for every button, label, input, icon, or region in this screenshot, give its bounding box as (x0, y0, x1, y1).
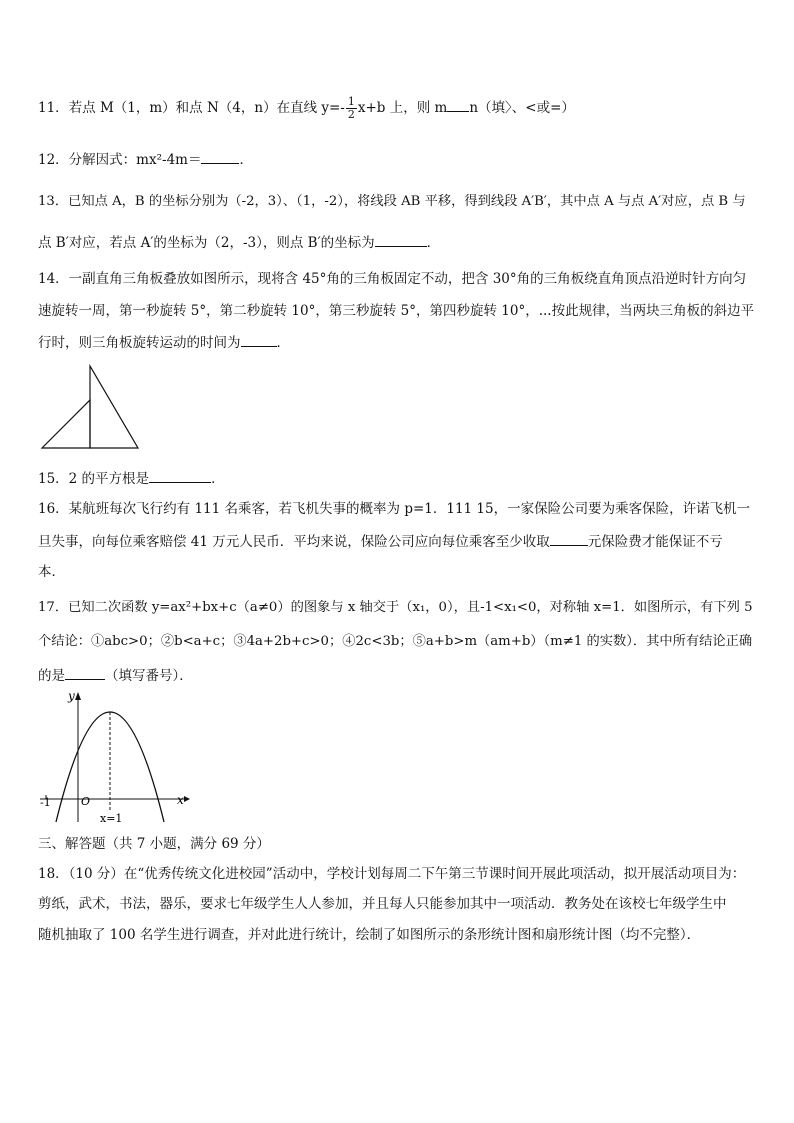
q13-text-b: ． (426, 235, 441, 251)
question-18-line-2: 剪纸，武术，书法，器乐，要求七年级学生人人参加，并且每人只能参加其中一项活动．教务处在该校七年级学生中 (38, 896, 727, 912)
q16-text-a: 旦失事，向每位乘客赔偿 41 万元人民币．平均来说，保险公司应向每位乘客至少收取 (38, 534, 550, 550)
q17-text-b: （填写番号）． (105, 668, 193, 684)
y-axis-arrow (75, 692, 81, 700)
q16-text-b: 元保险费才能保证不亏 (587, 534, 723, 550)
minus-one-label: -1 (40, 796, 51, 809)
question-17-line-3 (38, 665, 756, 686)
answer-blank (241, 332, 277, 347)
question-18-line-1: 18．（10 分）在“优秀传统文化进校园”活动中，学校计划每周二下午第三节课时间开展此项活动，拟开展活动项目为： (38, 866, 746, 882)
fraction-one-half (346, 96, 357, 121)
answer-blank (201, 149, 239, 164)
fraction-denominator: 2 (347, 108, 355, 121)
origin-label: O (81, 795, 91, 808)
question-16-line-1: 16．某航班每次飞行约有 111 名乘客，若飞机失事的概率为 p=1．111 15，一家保险公司要为乘客保险，许诺飞机一 (38, 501, 751, 517)
question-17-line-1: 17．已知二次函数 y=ax²+bx+c（a≠0）的图象与 x 轴交于（x₁，0），且-1<x₁<0，对称轴 x=1．如图所示，有下列 5 (38, 600, 753, 615)
question-14-line-2: 速旋转一周，第一秒旋转 5°，第二秒旋转 10°，第三秒旋转 5°，第四秒旋转 10°，...按此规律，当两块三角板的斜边平 (38, 303, 755, 319)
q12-text-a: 12．分解因式：mx²-4m＝ (38, 152, 202, 168)
answer-blank (375, 232, 427, 247)
triangle-45-deg (42, 400, 90, 448)
q14-text-a: 行时，则三角板旋转运动的时间为 (38, 335, 241, 351)
question-13-line-1: 13．已知点 A，B 的坐标分别为（-2，3）、（1，-2），将线段 AB 平移，得到线段 A′B′，其中点 A 与点 A′对应，点 B 与 (38, 194, 746, 209)
y-axis-label: y (68, 689, 75, 703)
q17-text-a: 的是 (38, 668, 65, 684)
question-16-line-3: 本． (38, 564, 65, 580)
answer-blank (65, 665, 105, 680)
question-14-line-1: 14．一副直角三角板叠放如图所示，现将含 45°角的三角板固定不动，把含 30°角的三角板绕直角顶点沿逆时针方向匀 (38, 271, 747, 287)
question-14-line-3 (38, 332, 756, 353)
parabola-graph (34, 686, 194, 828)
answer-blank (550, 531, 588, 546)
symmetry-axis-label: x=1 (100, 812, 123, 825)
q11-text-c: n（填〉、<或=） (469, 100, 575, 116)
q15-text-b: ． (211, 471, 225, 487)
answer-blank (447, 97, 469, 112)
fraction-numerator: 1 (347, 95, 355, 108)
q11-text-b: x+b 上，则 m (357, 100, 448, 116)
question-16-line-2 (38, 531, 756, 552)
q12-text-b: ． (239, 152, 253, 168)
question-17-line-2: 个结论：①abc>0；②b<a+c；③4a+2b+c>0；④2c<3b；⑤a+b>m（am+b）（m≠1 的实数）．其中所有结论正确 (38, 634, 753, 649)
question-18-line-3: 随机抽取了 100 名学生进行调查，并对此进行统计，绘制了如图所示的条形统计图和扇形统计图（均不完整）． (38, 927, 701, 943)
question-12 (38, 149, 756, 170)
question-11 (38, 96, 756, 121)
question-15 (38, 468, 756, 489)
question-13-line-2 (38, 232, 756, 253)
q15-text-a: 15．2 的平方根是 (38, 471, 150, 487)
q11-text-a: 11．若点 M（1，m）和点 N（4，n）在直线 y=- (38, 100, 345, 116)
q13-text-a: 点 B′对应，若点 A′的坐标为（2，-3），则点 B′的坐标为 (38, 235, 375, 251)
x-axis-arrow (184, 796, 190, 802)
answer-blank (149, 468, 211, 483)
triangle-30-deg (90, 366, 138, 448)
x-axis-label: x (177, 793, 184, 807)
q14-text-b: ． (276, 335, 290, 351)
triangles-figure (38, 362, 144, 454)
section-3-heading: 三、解答题（共 7 小题，满分 69 分） (38, 836, 270, 852)
